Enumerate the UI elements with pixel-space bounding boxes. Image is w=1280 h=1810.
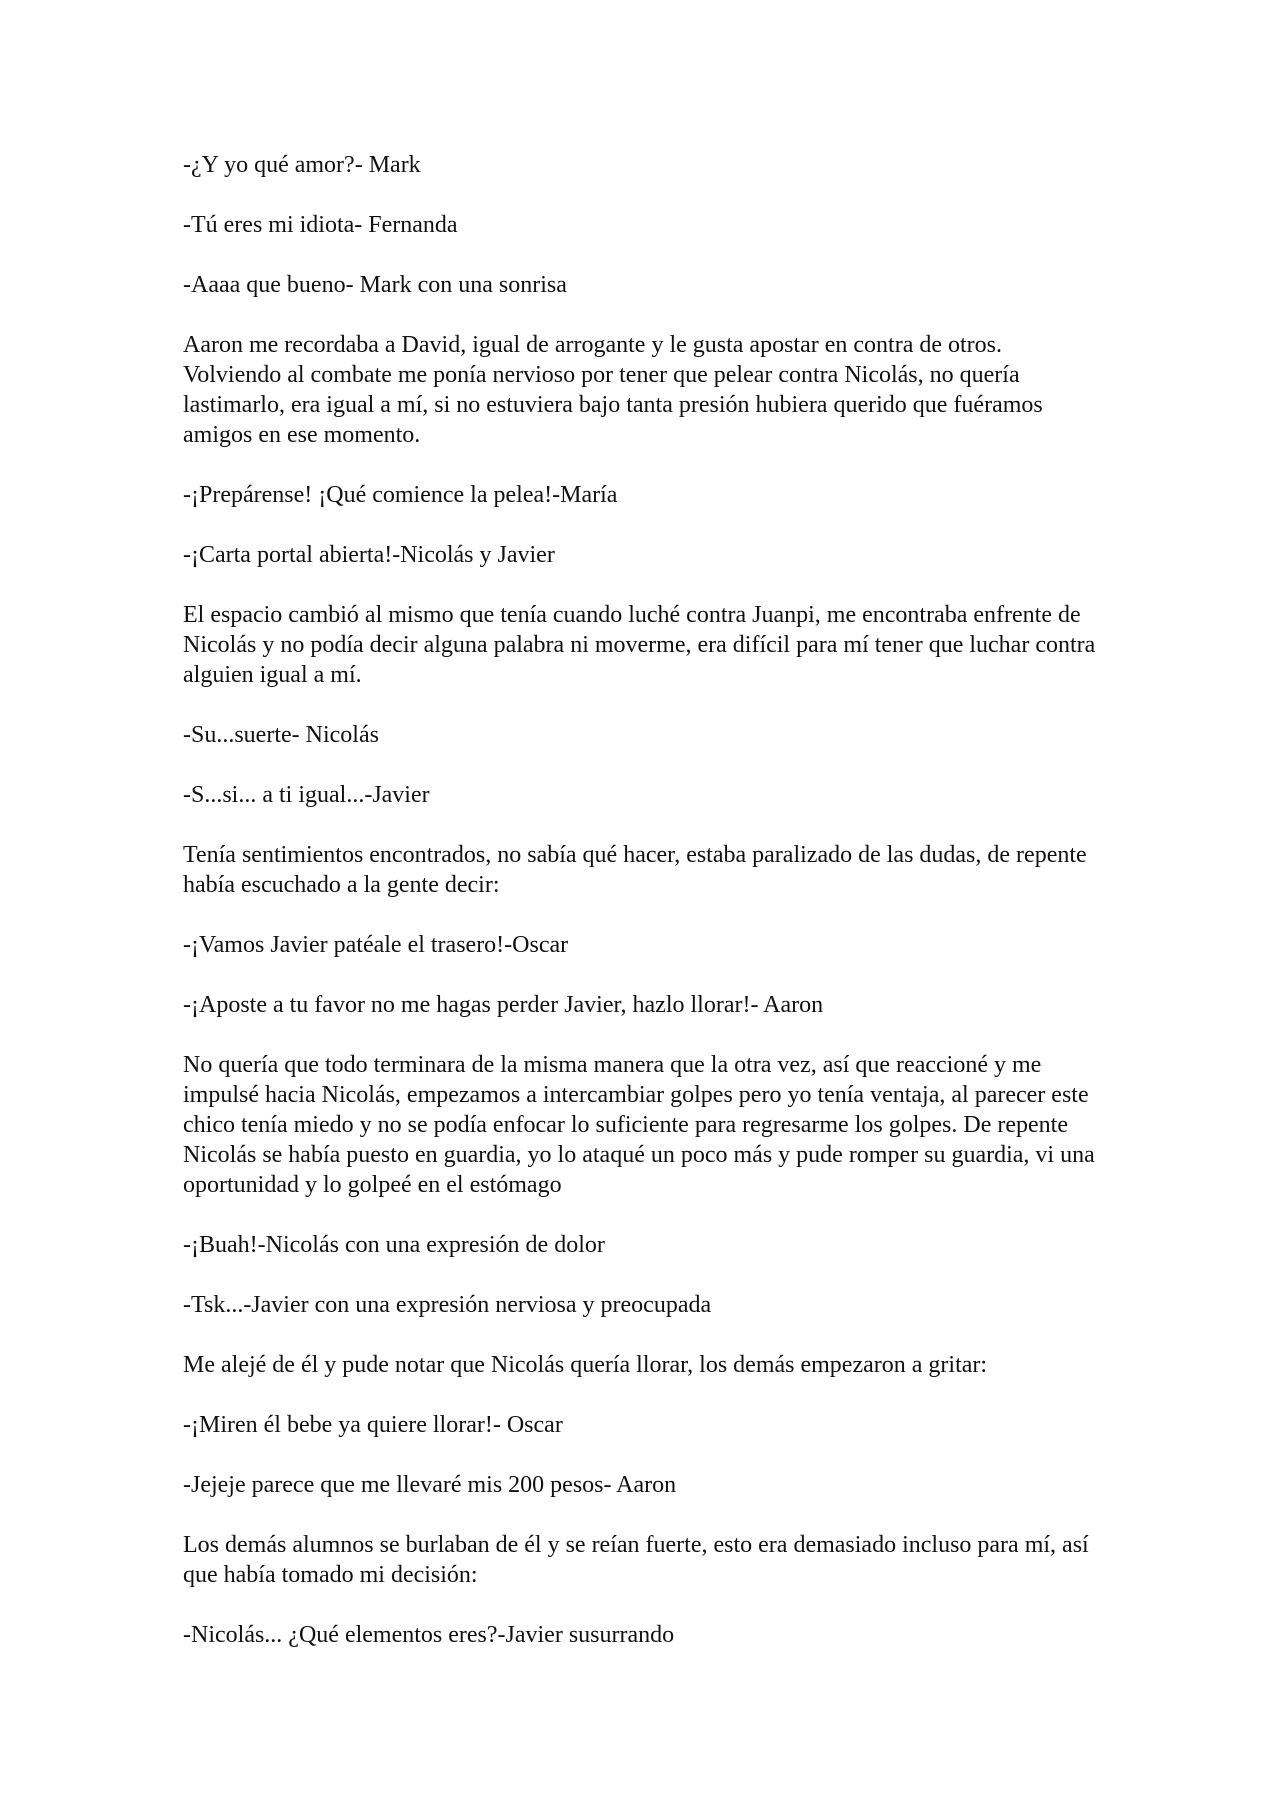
dialogue-line: -Tú eres mi idiota- Fernanda bbox=[183, 212, 458, 238]
dialogue-line: -Aaaa que bueno- Mark con una sonrisa bbox=[183, 272, 567, 298]
narrative-paragraph: Me alejé de él y pude notar que Nicolás quería llorar, los demás empezaron a gritar: bbox=[183, 1352, 988, 1378]
dialogue-line: -Nicolás... ¿Qué elementos eres?-Javier susurrando bbox=[183, 1622, 675, 1648]
dialogue-line: -¡Vamos Javier patéale el trasero!-Oscar bbox=[183, 932, 569, 958]
dialogue-line: -¡Aposte a tu favor no me hagas perder Javier, hazlo llorar!- Aaron bbox=[183, 992, 824, 1018]
narrative-paragraph: Aaron me recordaba a David, igual de arrogante y le gusta apostar en contra de otros. Volviendo al combate me ponía nervioso por tener que pelear contra Nicolás, no quería lastimarlo, era igual a mí, si no estuviera bajo tanta presión hubiera querido que fuéramos amigos en ese momento. bbox=[183, 332, 1043, 448]
dialogue-line: -¡Prepárense! ¡Qué comience la pelea!-María bbox=[183, 482, 618, 508]
narrative-paragraph: Los demás alumnos se burlaban de él y se reían fuerte, esto era demasiado incluso para mí, así que había tomado mi decisión: bbox=[183, 1532, 1089, 1588]
dialogue-line: -Su...suerte- Nicolás bbox=[183, 722, 379, 748]
narrative-paragraph: No quería que todo terminara de la misma manera que la otra vez, así que reaccioné y me impulsé hacia Nicolás, empezamos a intercambiar golpes pero yo tenía ventaja, al parecer este chico tenía miedo y no se podía enfocar lo suficiente para regresarme los golpes. De repente Nicolás se había puesto en guardia, yo lo ataqué un poco más y pude romper su guardia, vi una oportunidad y lo golpeé en el estómago bbox=[183, 1052, 1095, 1198]
dialogue-line: -¿Y yo qué amor?- Mark bbox=[183, 152, 421, 178]
narrative-paragraph: El espacio cambió al mismo que tenía cuando luché contra Juanpi, me encontraba enfrente de Nicolás y no podía decir alguna palabra ni moverme, era difícil para mí tener que luchar contra alguien igual a mí. bbox=[183, 602, 1096, 688]
dialogue-line: -¡Miren él bebe ya quiere llorar!- Oscar bbox=[183, 1412, 563, 1438]
narrative-paragraph: Tenía sentimientos encontrados, no sabía qué hacer, estaba paralizado de las dudas, de repente había escuchado a la gente decir: bbox=[183, 842, 1087, 898]
document-body bbox=[183, 150, 1103, 1680]
dialogue-line: -¡Carta portal abierta!-Nicolás y Javier bbox=[183, 542, 555, 568]
dialogue-line: -Tsk...-Javier con una expresión nerviosa y preocupada bbox=[183, 1292, 712, 1318]
dialogue-line: -¡Buah!-Nicolás con una expresión de dolor bbox=[183, 1232, 605, 1258]
dialogue-line: -Jejeje parece que me llevaré mis 200 pesos- Aaron bbox=[183, 1472, 677, 1498]
dialogue-line: -S...si... a ti igual...-Javier bbox=[183, 782, 430, 808]
